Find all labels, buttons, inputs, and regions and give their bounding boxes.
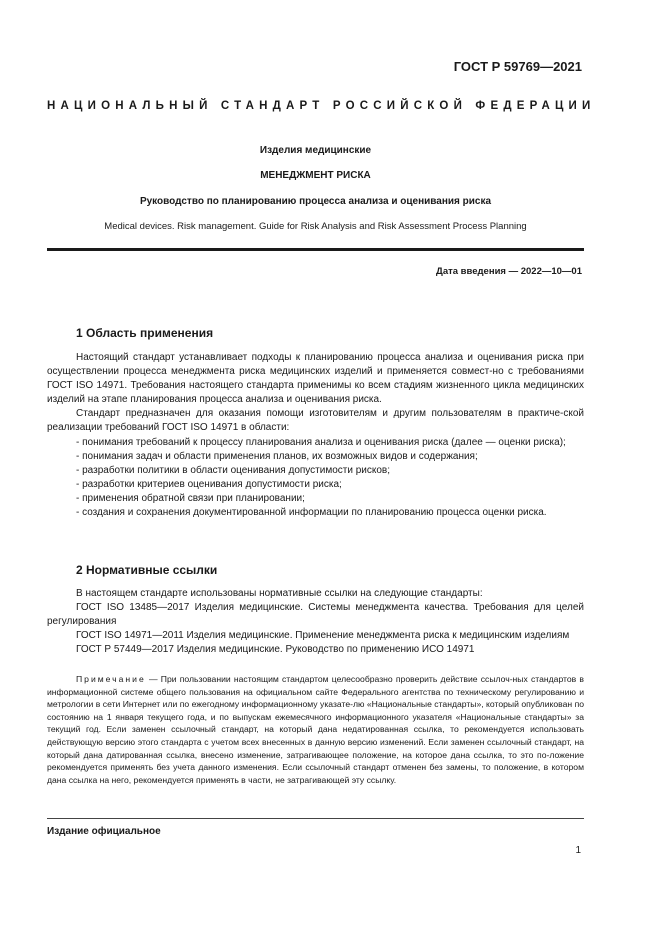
paragraph: Стандарт предназначен для оказания помощи изготовителям и другим пользователям в практиче-ской реализации требований ГОСТ ISO 14971 в области: [47, 408, 584, 434]
footer-divider [47, 818, 584, 819]
title-english: Medical devices. Risk management. Guide for Risk Analysis and Risk Assessment Process Planning [104, 221, 527, 232]
standard-code: ГОСТ Р 59769—2021 [453, 59, 582, 74]
note-label: Примечание [76, 674, 146, 684]
title-line-2: МЕНЕДЖМЕНТ РИСКА [260, 170, 371, 181]
list-item: - понимания задач и области применения планов, их возможных видов и содержания; [76, 450, 478, 462]
paragraph: Настоящий стандарт устанавливает подходы к планированию процесса анализа и оценивания риска при осуществлении процесса менеджмента риска медицинских изделий и применяется совмест-но с требованиями ГОСТ ISO 14971. Требования настоящего стандарта применимы ко всем стадиям жизненного цикла медицинских изделий на этапе планирования процесса анализа и оценивания риска. [47, 352, 584, 406]
title-line-3: Руководство по планированию процесса анализа и оценивания риска [139, 196, 492, 207]
official-edition-label: Издание официальное [47, 826, 161, 837]
section-1-heading: 1 Область применения [76, 326, 214, 340]
list-item: - понимания требований к процессу планирования анализа и оценивания риска (далее — оценки риска); [76, 436, 566, 448]
national-standard-heading: НАЦИОНАЛЬНЫЙ СТАНДАРТ РОССИЙСКОЙ ФЕДЕРАЦИИ [47, 100, 596, 112]
section-2-body [47, 587, 584, 657]
reference-item: ГОСТ ISO 13485—2017 Изделия медицинские. Системы менеджмента качества. Требования для целей регулирования [47, 602, 584, 628]
title-line-1: Изделия медицинские [259, 145, 372, 156]
note [47, 673, 584, 786]
page-number: 1 [575, 845, 581, 856]
section-2-heading: 2 Нормативные ссылки [76, 563, 218, 577]
title-divider [47, 248, 584, 251]
list-item: - применения обратной связи при планировании; [76, 492, 305, 504]
section-1-body [47, 351, 584, 520]
list-item: - создания и сохранения документированной информации по планированию процесса оценки риска. [76, 507, 547, 519]
paragraph: В настоящем стандарте использованы нормативные ссылки на следующие стандарты: [76, 588, 483, 599]
list-item: - разработки политики в области оценивания допустимости рисков; [76, 464, 391, 476]
reference-item: ГОСТ ISO 14971—2011 Изделия медицинские. Применение менеджмента риска к медицинским изделиям [76, 630, 570, 642]
reference-item: ГОСТ Р 57449—2017 Изделия медицинские. Руководство по применению ИСО 14971 [76, 644, 475, 656]
note-text: — При пользовании настоящим стандартом целесообразно проверить действие ссылоч-ных стандартов в информационной системе общего пользования на официальном сайте Федерального агентства по техническому регулированию и метрологии в сети Интернет или по ежегодному информационному указате-лю «Национальные стандарты», который опубликован по состоянию на 1 января текущего года, и по выпускам ежемесячного информационного указателя «Национальные стандарты» за текущий год. Если заменен ссылочный стандарт, на который дана недатированная ссылка, то рекомендуется использовать действующую версию этого стандарта с учетом всех внесенных в данную версию изменений. Если заменен ссылочный стандарт, на который дана датированная ссылка, внесено изменение, затрагивающее положение, на которое дана ссылка, то это по-ложение рекомендуется применять без учета данного изменения. Если ссылочный стандарт отменен без замены, то положение, в котором дана ссылка на него, рекомендуется применять в части, не затрагивающей эту ссылку. [47, 674, 584, 785]
list-item: - разработки критериев оценивания допустимости риска; [76, 478, 342, 490]
introduction-date: Дата введения — 2022—10—01 [436, 266, 582, 277]
